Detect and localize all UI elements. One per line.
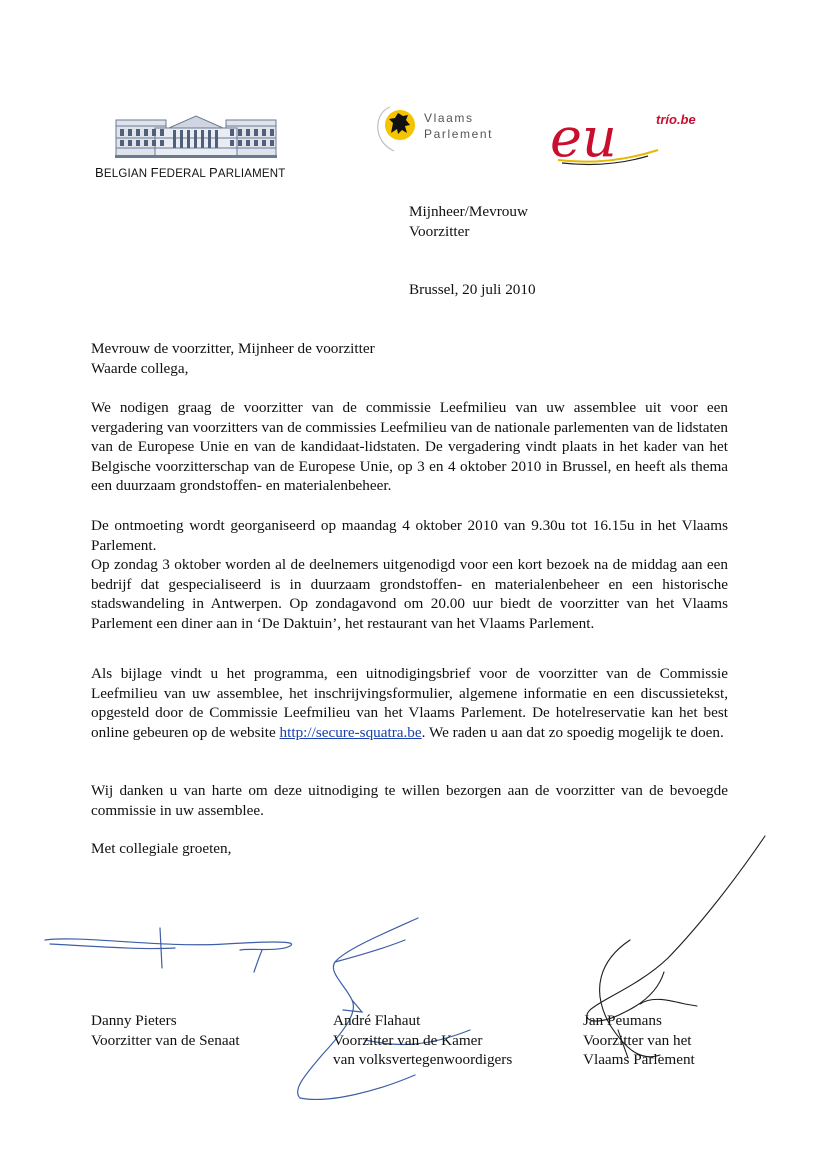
svg-text:trío.be: trío.be: [656, 112, 696, 127]
eu-trio-logo: [548, 106, 718, 166]
signatory-title: Voorzitter van de Senaat: [91, 1031, 240, 1049]
signatory-pieters: [91, 1011, 240, 1050]
signatory-title: van volksvertegenwoordigers: [333, 1051, 513, 1069]
place-date: Brussel, 20 juli 2010: [409, 281, 536, 298]
closing-greeting: Met collegiale groeten,: [91, 840, 232, 857]
svg-text:Vlaams: Vlaams: [424, 111, 474, 125]
vlaams-parlement-logo: [368, 103, 518, 155]
signatory-name: Jan Peumans: [583, 1012, 662, 1029]
addressee-block: [409, 202, 528, 241]
signatory-peumans: [583, 1011, 695, 1070]
paragraph-text: Op zondag 3 oktober worden al de deelnemers uitgenodigd voor een kort bezoek na de middag aan een bedrijf dat gespecialiseerd is in duurzaam grondstoffen- en materialenbeheer en een historische stadswandeling in Antwerpen. Op zondagavond om 20.00 uur biedt de voorzitter van het Vlaams Parlement een diner aan in ‘De Daktuin’, het restaurant van het Vlaams Parlement.: [91, 556, 728, 632]
signatory-name: André Flahaut: [333, 1012, 421, 1029]
signature-flahaut: [298, 918, 418, 1099]
paragraph-invitation: [91, 398, 728, 496]
addressee-line: Voorzitter: [409, 222, 470, 240]
signatory-title: Voorzitter van de Kamer: [333, 1031, 483, 1049]
paragraph-programme: [91, 516, 728, 634]
paragraph-thanks: [91, 781, 728, 820]
paragraph-text: Wij danken u van harte om deze uitnodiging te willen bezorgen aan de voorzitter van de bevoegde commissie in uw assemblee.: [91, 782, 728, 819]
belgian-federal-parliament-building-logo: [115, 112, 277, 158]
hotel-reservation-link[interactable]: http://secure-squatra.be: [279, 723, 422, 741]
belgian-federal-parliament-caption: BELGIAN FEDERAL PARLIAMENT: [95, 165, 286, 180]
addressee-line: Mijnheer/Mevrouw: [409, 203, 528, 220]
paragraph-text: We nodigen graag de voorzitter van de commissie Leefmilieu van uw assemblee uit voor een vergadering van voorzitters van de commissies Leefmilieu van de nationale parlementen van de lidstaten van de Europese Unie en van de kandidaat-lidstaten. De vergadering vindt plaats in het kader van het Belgische voorzitterschap van de Europese Unie, op 3 en 4 oktober 2010 in Brussel, en heeft als thema een duurzaam grondstoffen- en materialenbeheer.: [91, 399, 728, 495]
signature-peumans: [587, 836, 765, 1021]
signatory-flahaut: [333, 1011, 512, 1070]
svg-text:eu: eu: [550, 106, 617, 166]
salutation-line: Waarde collega,: [91, 359, 189, 377]
paragraph-attachments: [91, 664, 728, 742]
salutation: [91, 339, 375, 378]
salutation-line: Mevrouw de voorzitter, Mijnheer de voorzitter: [91, 340, 375, 357]
paragraph-text: De ontmoeting wordt georganiseerd op maandag 4 oktober 2010 van 9.30u tot 16.15u in het Vlaams Parlement.: [91, 517, 728, 554]
signatory-title: Vlaams Parlement: [583, 1051, 695, 1069]
signatory-title: Voorzitter van het: [583, 1031, 692, 1049]
signature-pieters: [45, 939, 292, 950]
paragraph-text: Als bijlage vindt u het programma, een uitnodigingsbrief voor de voorzitter van de Commissie Leefmilieu van uw assemblee, het inschrijvingsformulier, algemene informatie en een discussietekst, opgesteld door de Commissie Leefmilieu van het Vlaams Parlement. De hotelreservatie kan het best online gebeuren op de website http://secure-squatra.be. We raden u aan dat zo spoedig mogelijk te doen.: [91, 665, 728, 741]
signatory-name: Danny Pieters: [91, 1012, 177, 1029]
svg-text:Parlement: Parlement: [424, 127, 494, 141]
